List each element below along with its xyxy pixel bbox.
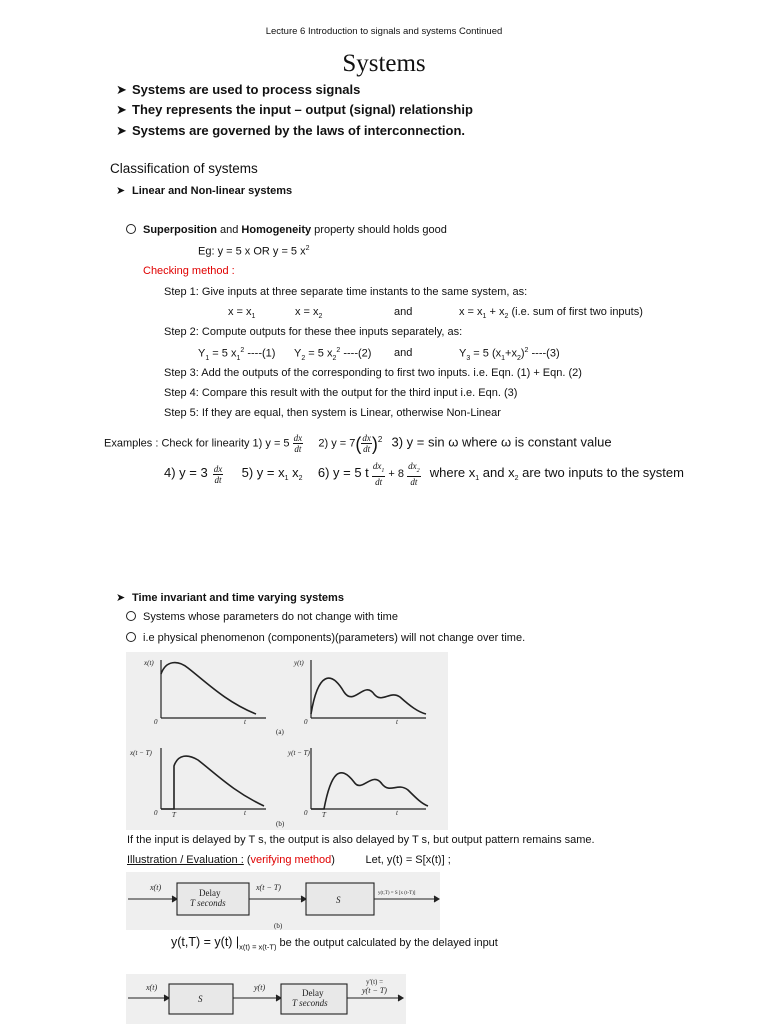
bullet-2: ➤ They represents the input – output (signal) relationship xyxy=(116,102,473,117)
eg-line: Eg: y = 5 x OR y = 5 $x^2$ xyxy=(198,245,310,258)
label-ytT: y(t − T) xyxy=(288,749,310,757)
waveform-plots xyxy=(126,652,448,830)
output-y1: $Y_1 = 5$ $x_1^2$ ----(1) xyxy=(198,347,276,362)
illustration-line: Illustration / Evaluation : (verifying method) Let, y(t) = S[x(t)] ; xyxy=(127,854,451,866)
label-t-2: t xyxy=(396,718,398,726)
bullet-1: ➤ Systems are used to process signals xyxy=(116,82,361,97)
step-2: Step 2: Compute outputs for these thee inputs separately, as: xyxy=(164,326,463,338)
label-t-1: t xyxy=(244,718,246,726)
bullet-3: ➤ Systems are governed by the laws of interconnection. xyxy=(116,123,466,138)
signal-xtT xyxy=(161,756,264,809)
label-T-2: T xyxy=(322,811,326,819)
classification-heading: Classification of systems xyxy=(110,161,258,176)
delay-statement: If the input is delayed by T s, the output is also delayed by T s, but output pattern remains same. xyxy=(127,834,595,846)
time-heading: ➤ Time invariant and time varying systems xyxy=(116,592,344,604)
block1-caption: (b) xyxy=(274,922,283,930)
step-5: Step 5: If they are equal, then system is Linear, otherwise Non-Linear xyxy=(164,407,501,419)
block1-seconds: T seconds xyxy=(190,898,226,908)
block2-seconds: T seconds xyxy=(292,998,328,1008)
examples-line-2: 4) y = 3 $\frac{dx}{dt}$ 5) $y = x_1$ $x_2$ 6) y = 5 t $\frac{dx_1}{dt}$ + 8 $\frac{dx_2}{dt}$ where $x_1$ and $x_2$ are two inputs to the system xyxy=(164,461,684,487)
time-point-2: i.e physical phenomenon (components)(parameters) will not change over time. xyxy=(126,632,525,644)
output-and: and xyxy=(394,347,413,359)
label-zero-4: 0 xyxy=(304,809,308,817)
label-zero-1: 0 xyxy=(154,718,158,726)
label-xtT: x(t − T) xyxy=(130,749,152,757)
signal-xt xyxy=(161,663,256,714)
page-title: Systems xyxy=(342,50,426,77)
label-t-4: t xyxy=(396,809,398,817)
checking-method: Checking method : xyxy=(143,265,235,277)
block2-input: x(t) xyxy=(146,983,158,992)
block2-mid: y(t) xyxy=(254,983,266,992)
label-T-1: T xyxy=(172,811,176,819)
label-t-3: t xyxy=(244,809,246,817)
circle-bullet-icon xyxy=(126,611,136,621)
delayed-output-definition: y(t,T) = y(t) $|_{x(t) = x(t-T)}$ be the output calculated by the delayed input xyxy=(171,935,498,952)
linear-heading: ➤ Linear and Non-linear systems xyxy=(116,185,293,197)
block1-delay: Delay xyxy=(199,888,221,898)
label-yt: y(t) xyxy=(294,659,304,667)
step-4: Step 4: Compare this result with the output for the third input i.e. Eqn. (3) xyxy=(164,387,518,399)
step-1: Step 1: Give inputs at three separate time instants to the same system, as: xyxy=(164,286,528,298)
block2-system: S xyxy=(198,994,203,1004)
delay-then-system-diagram xyxy=(126,872,440,930)
block2-delay: Delay xyxy=(302,988,324,998)
signal-ytT xyxy=(311,773,428,809)
label-zero-2: 0 xyxy=(304,718,308,726)
caption-a: (a) xyxy=(276,728,284,736)
block1-output: y(t,T) = S [x (t-T)] xyxy=(378,891,416,896)
block1-system: S xyxy=(336,895,341,905)
fraction-dx-dt: $\frac{dx}{dt}$ xyxy=(293,433,303,455)
block1-input: x(t) xyxy=(150,883,162,892)
time-point-1: Systems whose parameters do not change with time xyxy=(126,611,398,623)
caption-b: (b) xyxy=(276,820,285,828)
block2-output-1: y'(t) = xyxy=(366,978,384,986)
circle-bullet-icon xyxy=(126,224,136,234)
output-y3: $Y_3 = 5$ $(x_1+x_2)^2$ ----(3) xyxy=(459,347,560,362)
label-xt: x(t) xyxy=(144,659,154,667)
step-3: Step 3: Add the outputs of the corresponding to first two inputs. i.e. Eqn. (1) + Eqn. (2) xyxy=(164,367,582,379)
block2-output-2: y(t − T) xyxy=(362,986,387,995)
lecture-header: Lecture 6 Introduction to signals and systems Continued xyxy=(265,26,503,37)
signal-yt xyxy=(311,678,426,714)
label-zero-3: 0 xyxy=(154,809,158,817)
system-then-delay-diagram xyxy=(126,974,406,1024)
time-invariance-figure xyxy=(126,652,448,830)
circle-bullet-icon xyxy=(126,632,136,642)
input-and: and xyxy=(394,306,413,318)
input-x1: $x = x_1$ xyxy=(228,306,256,321)
input-x3: $x = x_1 + x_2$ (i.e. sum of first two inputs) xyxy=(459,306,643,321)
output-y2: $Y_2 = 5$ $x_2^2$ ----(2) xyxy=(294,347,372,362)
block1-mid: x(t − T) xyxy=(256,883,281,892)
examples-line-1: Examples : Check for linearity 1) y = 5 $\frac{dx}{dt}$ 2) y = 7( $\frac{dx}{dt}$ )$^2$ 3) y = sin ω where ω is constant value xyxy=(104,433,612,455)
input-x2: $x = x_2$ xyxy=(295,306,323,321)
superposition-line: Superposition and Homogeneity property should holds good xyxy=(126,224,447,236)
